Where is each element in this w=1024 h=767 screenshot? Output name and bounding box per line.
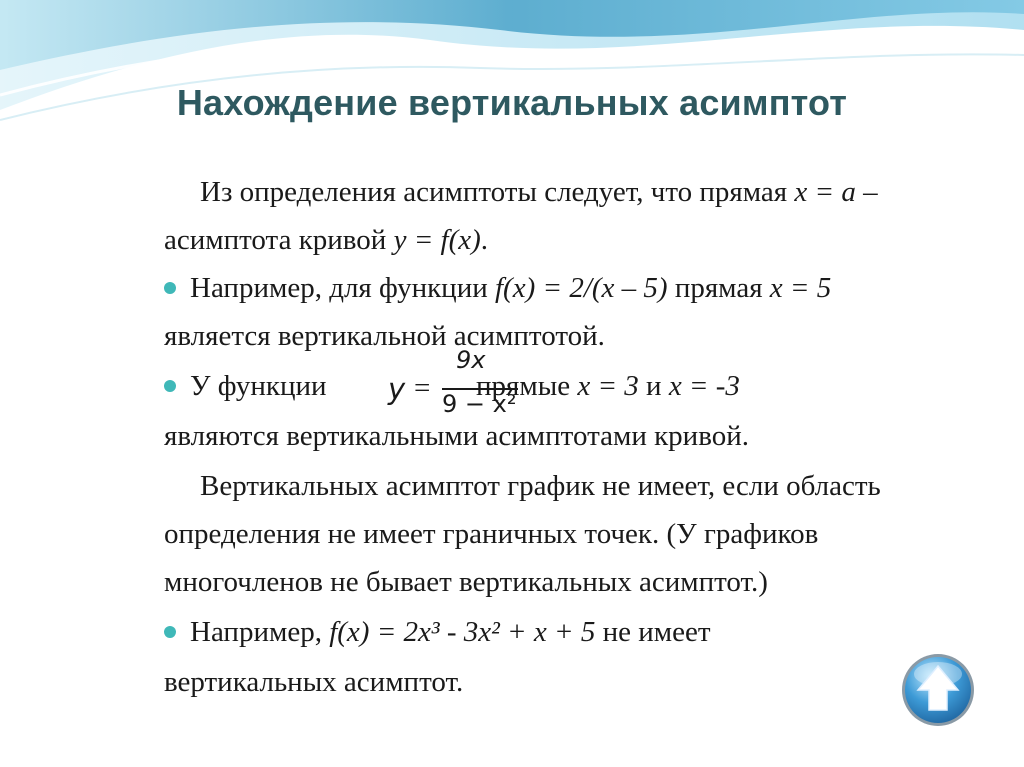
text: асимптота кривой [164, 224, 394, 256]
text: Например, [190, 616, 330, 648]
text-line: определения не имеет граничных точек. (У графиков [164, 518, 819, 550]
text: и [638, 370, 669, 402]
text: . [480, 224, 489, 256]
text-line: многочленов не бывает вертикальных асимптот.) [164, 566, 768, 598]
math: y = f(x) [393, 224, 481, 256]
text-line [200, 174, 878, 210]
text-line [164, 222, 488, 258]
text: прямые [476, 370, 578, 402]
text: Например, для функции [190, 272, 495, 304]
text-line: вертикальных асимптот. [164, 666, 464, 698]
text: – [855, 176, 878, 208]
math: f(x) = 2x³ - 3x² + x + 5 [329, 616, 596, 648]
math: x = a [794, 176, 856, 208]
math: f(x) = 2/(x – 5) [495, 272, 668, 304]
text: У функции [190, 370, 327, 402]
text-line [190, 614, 711, 650]
bullet-dot-icon [164, 282, 176, 294]
text-line: Вертикальных асимптот график не имеет, если область [200, 470, 881, 502]
text-line [190, 270, 831, 306]
math: x = -3 [668, 370, 740, 402]
text-line: является вертикальной асимптотой. [164, 320, 605, 352]
text-line [190, 368, 327, 404]
text: Из определения асимптоты следует, что прямая [200, 176, 795, 208]
formula-lhs: y [388, 372, 406, 406]
text-line: являются вертикальными асимптотами кривой. [164, 420, 749, 452]
formula-equals: = [414, 372, 431, 404]
formula-numerator: 9x [456, 346, 486, 374]
text: не имеет [595, 616, 711, 648]
arrow-up-icon[interactable] [900, 652, 976, 728]
text: прямая [667, 272, 770, 304]
slide-title: Нахождение вертикальных асимптот [176, 82, 848, 123]
math: x = 3 [577, 370, 639, 402]
formula-denominator: 9 − x² [442, 390, 517, 418]
bullet-dot-icon [164, 626, 176, 638]
bullet-dot-icon [164, 380, 176, 392]
math: x = 5 [769, 272, 832, 304]
text-line [476, 368, 740, 404]
